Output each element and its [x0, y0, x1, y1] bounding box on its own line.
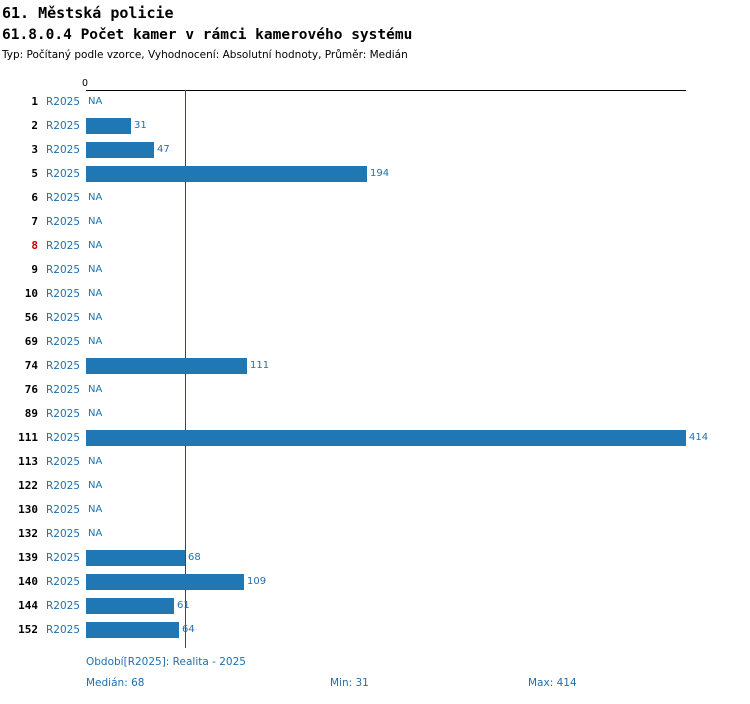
chart-row: [0, 522, 750, 546]
row-id: 6: [31, 191, 38, 204]
chart-row: [0, 210, 750, 234]
bar-value-label: 47: [157, 144, 170, 155]
footer-min: Min: 31: [330, 677, 369, 689]
row-series-label[interactable]: R2025: [46, 264, 81, 276]
chart-row: [0, 282, 750, 306]
row-series-label[interactable]: R2025: [46, 432, 81, 444]
row-series-label[interactable]: R2025: [46, 192, 81, 204]
chart-row: [0, 378, 750, 402]
row-id: 3: [31, 143, 38, 156]
bar[interactable]: [86, 358, 247, 374]
row-series-label[interactable]: R2025: [46, 168, 81, 180]
bar-na-label: NA: [88, 240, 103, 251]
row-series-label[interactable]: R2025: [46, 576, 81, 588]
chart-row: [0, 618, 750, 642]
row-id: 9: [31, 263, 38, 276]
bar-value-label: 414: [689, 432, 709, 443]
bar-na-label: NA: [88, 336, 103, 347]
bar[interactable]: [86, 142, 154, 158]
bar-na-label: NA: [88, 504, 103, 515]
footer-max: Max: 414: [528, 677, 577, 689]
bar-value-label: 64: [182, 624, 195, 635]
chart-row: [0, 546, 750, 570]
chart-row: [0, 258, 750, 282]
row-series-label[interactable]: R2025: [46, 552, 81, 564]
footer-period: Období[R2025]: Realita - 2025: [86, 656, 246, 668]
chart-row: [0, 162, 750, 186]
row-series-label[interactable]: R2025: [46, 360, 81, 372]
bar-na-label: NA: [88, 288, 103, 299]
bar-na-label: NA: [88, 480, 103, 491]
row-id: 89: [24, 407, 38, 420]
row-id: 74: [24, 359, 38, 372]
row-series-label[interactable]: R2025: [46, 600, 81, 612]
page-title: 61. Městská policie: [2, 4, 174, 22]
row-id: 76: [24, 383, 38, 396]
row-series-label[interactable]: R2025: [46, 312, 81, 324]
row-id: 111: [18, 431, 38, 444]
bar[interactable]: [86, 430, 686, 446]
row-series-label[interactable]: R2025: [46, 384, 81, 396]
chart-row: [0, 474, 750, 498]
chart-row: [0, 426, 750, 450]
bar-na-label: NA: [88, 192, 103, 203]
row-id: 132: [18, 527, 38, 540]
row-id: 113: [18, 455, 38, 468]
bar-na-label: NA: [88, 384, 103, 395]
bar-na-label: NA: [88, 96, 103, 107]
bar-value-label: 61: [177, 600, 190, 611]
row-series-label[interactable]: R2025: [46, 480, 81, 492]
row-series-label[interactable]: R2025: [46, 336, 81, 348]
chart-row: [0, 138, 750, 162]
footer-median: Medián: 68: [86, 677, 145, 689]
chart-row: [0, 570, 750, 594]
row-series-label[interactable]: R2025: [46, 528, 81, 540]
bar-na-label: NA: [88, 264, 103, 275]
bar[interactable]: [86, 550, 185, 566]
chart-row: [0, 402, 750, 426]
row-series-label[interactable]: R2025: [46, 624, 81, 636]
bar[interactable]: [86, 598, 174, 614]
bar-value-label: 31: [134, 120, 147, 131]
row-id: 69: [24, 335, 38, 348]
row-series-label[interactable]: R2025: [46, 240, 81, 252]
chart-meta: Typ: Počítaný podle vzorce, Vyhodnocení: Absolutní hodnoty, Průměr: Medián: [2, 49, 408, 61]
bar-na-label: NA: [88, 456, 103, 467]
bar-value-label: 109: [247, 576, 267, 587]
row-series-label[interactable]: R2025: [46, 96, 81, 108]
row-series-label[interactable]: R2025: [46, 288, 81, 300]
chart-header: [0, 0, 750, 61]
chart-row: [0, 90, 750, 114]
row-id: 140: [18, 575, 38, 588]
chart-row: [0, 594, 750, 618]
chart-row: [0, 186, 750, 210]
row-id: 130: [18, 503, 38, 516]
row-series-label[interactable]: R2025: [46, 216, 81, 228]
bar[interactable]: [86, 118, 131, 134]
bar-na-label: NA: [88, 216, 103, 227]
row-id: 122: [18, 479, 38, 492]
bar-na-label: NA: [88, 528, 103, 539]
row-series-label[interactable]: R2025: [46, 144, 81, 156]
chart-row: [0, 330, 750, 354]
row-id: 8: [31, 239, 38, 252]
axis-tick-zero: 0: [82, 78, 89, 89]
row-id: 139: [18, 551, 38, 564]
chart-row: [0, 498, 750, 522]
row-series-label[interactable]: R2025: [46, 456, 81, 468]
row-id: 1: [31, 95, 38, 108]
bar-value-label: 68: [188, 552, 201, 563]
row-id: 2: [31, 119, 38, 132]
row-series-label[interactable]: R2025: [46, 120, 81, 132]
bar[interactable]: [86, 574, 244, 590]
chart-row: [0, 354, 750, 378]
row-id: 10: [24, 287, 38, 300]
bar-value-label: 111: [250, 360, 270, 371]
bar-na-label: NA: [88, 312, 103, 323]
chart-row: [0, 114, 750, 138]
bar-na-label: NA: [88, 408, 103, 419]
row-id: 7: [31, 215, 38, 228]
row-id: 5: [31, 167, 38, 180]
row-id: 144: [18, 599, 38, 612]
row-id: 56: [24, 311, 38, 324]
chart-row: [0, 234, 750, 258]
bar[interactable]: [86, 622, 179, 638]
chart-row: [0, 306, 750, 330]
chart-title: 61.8.0.4 Počet kamer v rámci kamerového systému: [2, 27, 413, 43]
bar[interactable]: [86, 166, 367, 182]
row-series-label[interactable]: R2025: [46, 408, 81, 420]
bar-value-label: 194: [370, 168, 390, 179]
row-id: 152: [18, 623, 38, 636]
chart-row: [0, 450, 750, 474]
row-series-label[interactable]: R2025: [46, 504, 81, 516]
